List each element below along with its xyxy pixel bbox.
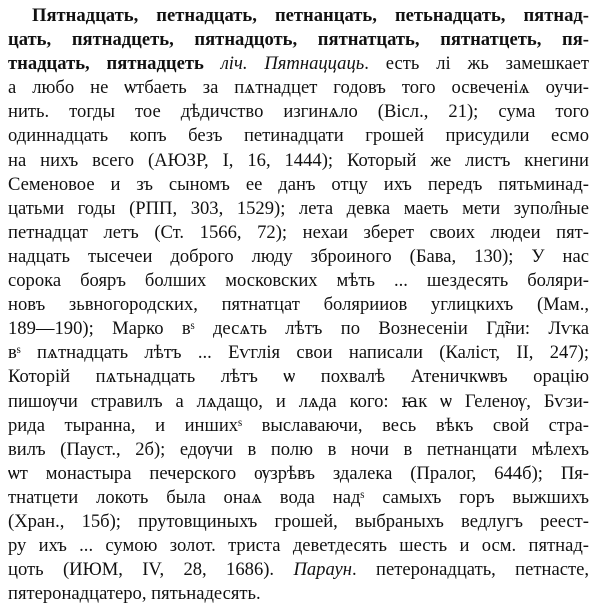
text-line: [8, 52, 589, 76]
text-line: новъ зьвногородских, пятнатцат болярииов углицкихъ (Мам.,: [8, 294, 589, 316]
text-line: а любо не ѡтбаеть за пѧтнадцет годовъ того освеченіѧ оучи-: [8, 77, 589, 99]
text-line: пишѹчи стравилъ а лѧдащо, и лѧда кого: ꙗк ѡ Геленѹ, Бѵзи-: [8, 390, 589, 412]
quote-text: . есть лі жь замешкает: [364, 53, 590, 75]
text-line: [8, 4, 589, 28]
text-line: 189—190); Марко вˢ десѧть лѣтъ по Вознесеніи Гд̃ни: Лѵка: [8, 318, 589, 340]
text-line: нить. тогды тое дѣдичство изгинѧло (Вісл., 21); сума того: [8, 101, 589, 123]
text-line: вилъ (Пауст., 2б); едѹчи в полю в ночи в петнанцати мѣлехъ: [8, 438, 589, 460]
text-line: (Хран., 15б); прутовщиныхъ грошей, выбраныхъ ведлугъ реест-: [8, 510, 589, 532]
text-line: цатьми годы (РПП, 303, 1529); лета девка маеть мети зупол̑ные: [8, 197, 589, 219]
text-line: рида тыранна, и иншихˢ выславаючи, весь вѣкъ свой стра-: [8, 414, 589, 436]
text-line: [8, 28, 589, 52]
text-line: сорока бояръ болших московских мѣть ... шездесять боляри-: [8, 270, 589, 292]
text-line: надцать тысечеи доброго люду зброиного (Бава, 130); У нас: [8, 245, 589, 267]
text-line: ѡт монастыра печерского ѹзрѣвъ здалека (Пралог, 644б); Пя-: [8, 462, 589, 484]
headword-variants: тнадцать, пятнадцеть: [8, 53, 204, 75]
related-forms-label: Параун: [293, 559, 352, 581]
text-line: вˢ пѧтнадцать лѣтъ ... Еѵглія свои написали (Каліст, II, 247);: [8, 342, 589, 364]
text-line: петнадцат летъ (Ст. 1566, 72); нехаи зберет своих людеи пят-: [8, 221, 589, 243]
text-line: на нихъ всего (АЮЗР, I, 16, 1444); Который же листъ кнегини: [8, 149, 589, 171]
text-line: Которій пѧтьнадцать лѣтъ ѡ похвалѣ Атеничкѡвъ орацію: [8, 366, 589, 388]
text-line: ру ихъ ... сумою золот. триста деветдесять шесть и осм. пятнад-: [8, 535, 589, 557]
text-line: тнатцети локоть была онаѧ вода надˢ самыхъ горъ выжшихъ: [8, 486, 589, 508]
text-line: Семеновое и зъ сыномъ ее данъ отцу ихъ передъ пятьминад-: [8, 173, 589, 195]
related-forms: . петеронадцать, петнасте,: [352, 559, 589, 581]
text-line: пятеронадцатеро, пятьнадесять.: [8, 583, 261, 605]
headword: Пятнадцать, петнадцать, петнанцать, петьнадцать, пятнад-: [32, 5, 589, 26]
text-line: [8, 558, 589, 582]
text-line: одиннадцать копъ безъ петинадцати грошей присудили есмо: [8, 125, 589, 147]
headword-variants: цать, пятнадцеть, пятнадцоть, пятнатцать, пятнатцеть, пя-: [8, 29, 589, 51]
grammar-label: ліч. Пятнаццаць: [220, 53, 365, 75]
quote-text: цоть (ИЮМ, IV, 28, 1686).: [8, 559, 275, 581]
